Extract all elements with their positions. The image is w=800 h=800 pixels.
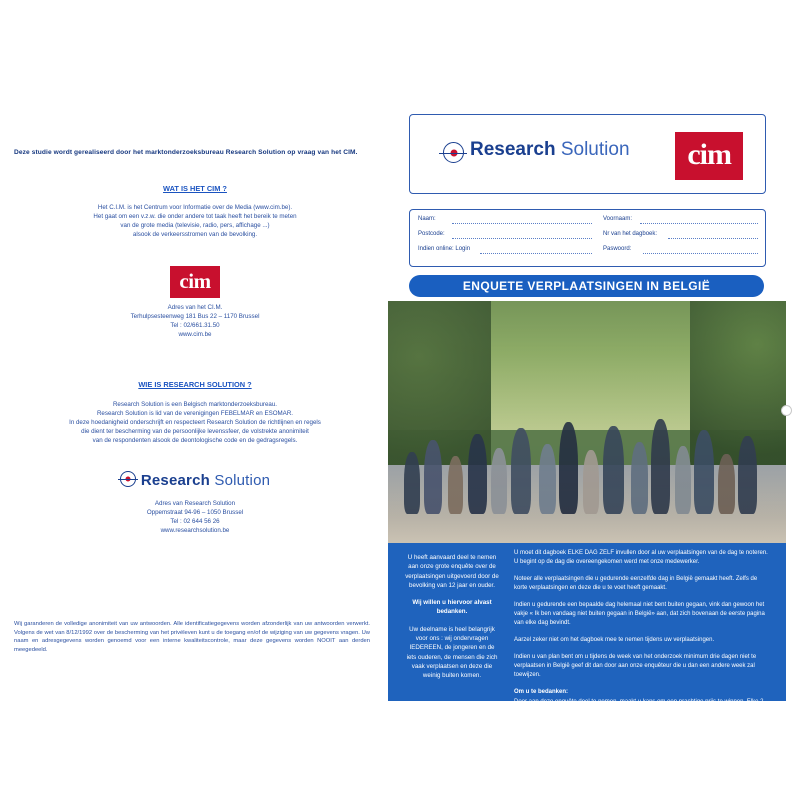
reward-heading: Om u te bedanken: bbox=[514, 689, 569, 695]
cim-logo-container bbox=[14, 266, 376, 298]
postcode-label: Postcode: bbox=[418, 231, 445, 237]
research-solution-header-logo bbox=[470, 139, 630, 161]
cim-section-heading: WAT IS HET CIM ? bbox=[163, 183, 227, 193]
research-solution-logo bbox=[120, 470, 270, 492]
instruction-paragraph-1: U moet dit dagboek ELKE DAG ZELF invullen door al uw verplaatsingen van de dag te noteren. U begint op de dag die overeengekomen werd met onze medewerker. bbox=[514, 550, 768, 565]
login-label: Indien online: Login bbox=[418, 246, 471, 252]
header-rs-bold: Research bbox=[470, 139, 556, 160]
cim-description-line-1: Het C.I.M. is het Centrum voor Informatie over de Media (www.cim.be). bbox=[97, 204, 293, 212]
survey-title-banner: ENQUETE VERPLAATSINGEN IN BELGIË bbox=[409, 275, 764, 297]
page-edge-marker bbox=[781, 405, 792, 416]
thank-you-column bbox=[404, 553, 500, 681]
thank-you-text: Wij willen u hiervoor alvast bedanken. bbox=[412, 599, 492, 616]
dagboek-nummer-label: Nr van het dagboek: bbox=[603, 231, 658, 237]
postcode-input[interactable] bbox=[452, 238, 592, 239]
respondent-details-form bbox=[409, 209, 766, 267]
participation-intro: U heeft aanvaard deel te nemen aan onze grote enquête over de verplaatsingen uitgevoerd door de bevolking van 12 jaar en ouder. bbox=[405, 554, 499, 589]
cim-address-title: Adres van het CI.M. bbox=[167, 304, 223, 312]
instructions-section bbox=[388, 543, 786, 723]
study-realization-note: Deze studie wordt gerealiseerd door het marktonderzoeksbureau Research Solution op vraag van het CIM. bbox=[14, 149, 358, 156]
naam-label: Naam: bbox=[418, 216, 436, 222]
rs-telephone: Tel : 02 644 56 26 bbox=[170, 517, 220, 525]
rs-logo-bold: Research bbox=[140, 471, 210, 489]
photo-overlay bbox=[388, 301, 786, 549]
reward-paragraph: Door aan deze enquête deel te nemen, maakt u kans om een prachtige prijs te winnen. Elke 2 maanden worden er 24 winnaars bij trekking bepaald. Zij krijgen een cadeaubon die varieert tussen 20 € en 250 €. bbox=[514, 699, 764, 723]
rs-address-block bbox=[14, 500, 376, 536]
rs-address-line: Oppemstraat 94-96 – 1050 Brussel bbox=[146, 508, 244, 516]
rs-description-line-3: In deze hoedanigheid onderschrijft en respecteert Research Solution de richtlijnen en regels bbox=[69, 418, 321, 426]
instruction-paragraph-2: Noteer alle verplaatsingen die u gedurende eenzelfde dag in België gemaakt heeft. Zelfs de korte verplaatsingen en deze die u te voet heeft gemaakt. bbox=[514, 576, 758, 591]
front-cover-panel bbox=[388, 105, 786, 723]
research-solution-logo-container bbox=[14, 470, 376, 492]
login-input[interactable] bbox=[480, 253, 592, 254]
back-cover-panel bbox=[14, 148, 376, 678]
paswoord-input[interactable] bbox=[643, 253, 758, 254]
paswoord-label: Paswoord: bbox=[603, 246, 632, 252]
instruction-paragraph-3: Indien u gedurende een bepaalde dag helemaal niet bent buiten gegaan, vink dan gewoon het vakje « Ik ben vandaag niet buiten gegaan in België» aan, dat zich bovenaan de eerste pagina van elke dag bevindt. bbox=[514, 602, 765, 626]
cim-description bbox=[14, 204, 376, 240]
form-row-naam bbox=[418, 216, 758, 230]
form-row-postcode bbox=[418, 231, 758, 245]
cim-logo: cim bbox=[170, 266, 219, 298]
rs-description-line-4: die dient ter bescherming van de persoonlijke levenssfeer, de volstrekte anonimiteit bbox=[81, 427, 309, 435]
cim-address-line: Terhulpsesteenweg 181 Bus 22 – 1170 Brussel bbox=[130, 313, 260, 321]
instruction-paragraph-4: Aarzel zeker niet om het dagboek mee te nemen tijdens uw verplaatsingen. bbox=[514, 637, 715, 643]
target-icon bbox=[443, 142, 464, 163]
rs-address-title: Adres van Research Solution bbox=[154, 499, 236, 507]
target-icon bbox=[120, 471, 136, 487]
form-row-login bbox=[418, 246, 758, 260]
naam-input[interactable] bbox=[452, 223, 592, 224]
cim-description-line-4: alsook de verkeersstromen van de bevolking. bbox=[132, 231, 258, 239]
research-solution-description bbox=[14, 401, 376, 446]
rs-logo-light: Solution bbox=[214, 471, 271, 489]
cim-header-logo: cim bbox=[675, 132, 743, 180]
privacy-footer-text: Wij garanderen de volledige anonimiteit van uw antwoorden. Alle identificatiegegevens worden afzonderlijk van uw antwoorden verwerkt. Volgens de wet van 8/12/1992 over de bescherming van het privéleven kunt u de toegang en/of de wijziging van uw gegevens vragen. Uw naam en adresgegevens worden genoemd voor een interne kwaliteitscontrole, maar deze gegevens worden NOOIT aan derden meegedeeld. bbox=[14, 621, 370, 654]
cover-photo-crowd bbox=[388, 301, 786, 549]
voornaam-label: Voornaam: bbox=[603, 216, 633, 222]
cim-address-block bbox=[14, 304, 376, 340]
cim-description-line-2: Het gaat om een v.z.w. die onder andere tot taak heeft het bereik te meten bbox=[93, 213, 297, 221]
rs-description-line-2: Research Solution is lid van de verenigingen FEBELMAR en ESOMAR. bbox=[96, 409, 294, 417]
rs-description-line-5: van de respondenten alsook de deontologische code en de gedragsregels. bbox=[92, 436, 298, 444]
voornaam-input[interactable] bbox=[640, 223, 758, 224]
dagboek-nummer-input[interactable] bbox=[668, 238, 758, 239]
cim-description-line-3: van de grote media (televisie, radio, pers, affichage ...) bbox=[120, 222, 270, 230]
header-rs-light: Solution bbox=[560, 139, 630, 160]
cim-telephone: Tel : 02/661.31.50 bbox=[170, 322, 220, 330]
research-solution-section-heading: WIE IS RESEARCH SOLUTION ? bbox=[138, 380, 252, 390]
logo-header-box bbox=[409, 114, 766, 194]
instruction-paragraph-5: Indien u van plan bent om u tijdens de week van het onderzoek minimum drie dagen niet te verplaatsen in België geef dit dan door aan onze enquêteur die u dan een andere week zal toewijzen. bbox=[514, 654, 757, 678]
rs-description-line-1: Research Solution is een Belgisch marktonderzoeksbureau. bbox=[112, 400, 278, 408]
instructions-column bbox=[514, 549, 770, 733]
rs-website: www.researchsolution.be bbox=[160, 526, 230, 534]
cim-website: www.cim.be bbox=[178, 331, 212, 339]
importance-text: Uw deelname is heel belangrijk voor ons : wij ondervragen IEDEREEN, de jongeren en de iets ouderen, de mensen die zich vaak verplaatsen en deze die weinig buiten komen. bbox=[406, 625, 498, 680]
